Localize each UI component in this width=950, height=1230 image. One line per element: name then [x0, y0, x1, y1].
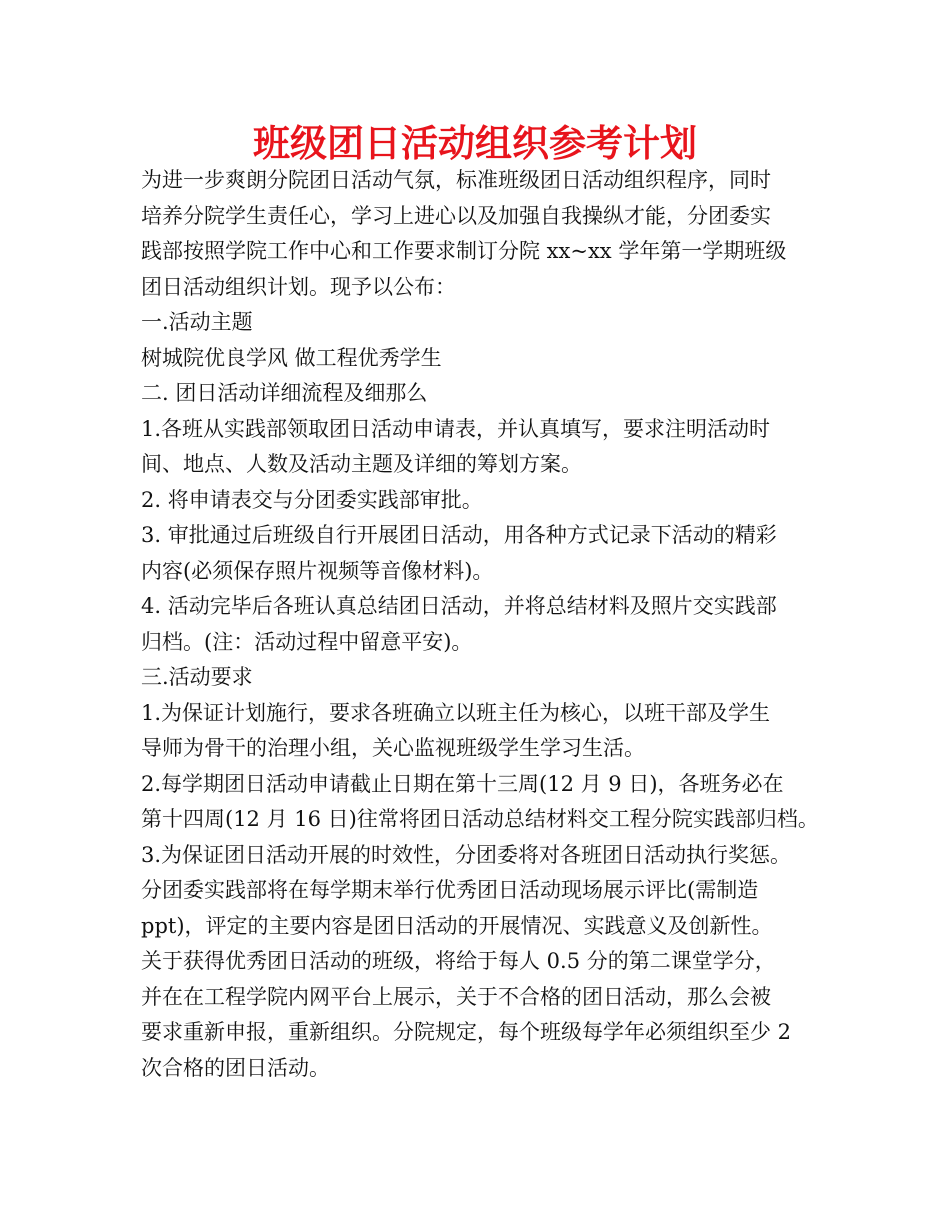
body-line: 间、地点、人数及活动主题及详细的筹划方案。: [141, 452, 582, 476]
body-line: 关于获得优秀团日活动的班级，将给于每人 0.5 分的第二课堂学分，: [141, 949, 776, 973]
body-line: 分团委实践部将在每学期末举行优秀团日活动现场展示评比(需制造: [141, 878, 759, 902]
body-line: 1.各班从实践部领取团日活动申请表，并认真填写，要求注明活动时: [141, 416, 771, 441]
body-line: 三.活动要求: [141, 665, 253, 689]
body-line: 次合格的团日活动。: [141, 1055, 330, 1080]
body-line: 并在在工程学院内网平台上展示，关于不合格的团日活动，那么会被: [141, 984, 771, 1009]
body-line: 培养分院学生责任心，学习上进心以及加强自我操纵才能，分团委实: [141, 203, 771, 228]
body-line: 二. 团日活动详细流程及细那么: [141, 381, 428, 405]
body-line: 内容(必须保存照片视频等音像材料)。: [141, 558, 494, 583]
body-line: 为进一步爽朗分院团日活动气氛，标准班级团日活动组织程序，同时: [141, 168, 771, 192]
document-body: [141, 163, 821, 1086]
body-line: 3. 审批通过后班级自行开展团日活动，用各种方式记录下活动的精彩: [141, 523, 777, 547]
body-line: 3.为保证团日活动开展的时效性，分团委将对各班团日活动执行奖惩。: [141, 842, 792, 867]
body-line: 2.每学期团日活动申请截止日期在第十三周(12 月 9 日)，各班务必在: [141, 771, 784, 796]
body-line: 树城院优良学风 做工程优秀学生: [141, 345, 442, 370]
body-line: 第十四周(12 月 16 日)往常将团日活动总结材料交工程分院实践部归档。: [141, 807, 819, 831]
body-line: 团日活动组织计划。现予以公布：: [141, 274, 456, 299]
body-line: 导师为骨干的治理小组，关心监视班级学生学习生活。: [141, 736, 645, 760]
body-line: 归档。(注：活动过程中留意平安)。: [141, 629, 473, 654]
body-line: 4. 活动完毕后各班认真总结团日活动，并将总结材料及照片交实践部: [141, 594, 777, 618]
body-line: 2. 将申请表交与分团委实践部审批。: [141, 487, 483, 512]
body-line: 1.为保证计划施行，要求各班确立以班主任为核心，以班干部及学生: [141, 700, 771, 725]
body-line: 一.活动主题: [141, 310, 253, 334]
body-line: ppt)，评定的主要内容是团日活动的开展情况、实践意义及创新性。: [141, 913, 773, 938]
document-title: 班级团日活动组织参考计划: [253, 122, 697, 165]
body-line: 要求重新申报，重新组织。分院规定，每个班级每学年必须组织至少 2: [141, 1020, 792, 1044]
body-line: 践部按照学院工作中心和工作要求制订分院 xx~xx 学年第一学期班级: [141, 239, 787, 263]
